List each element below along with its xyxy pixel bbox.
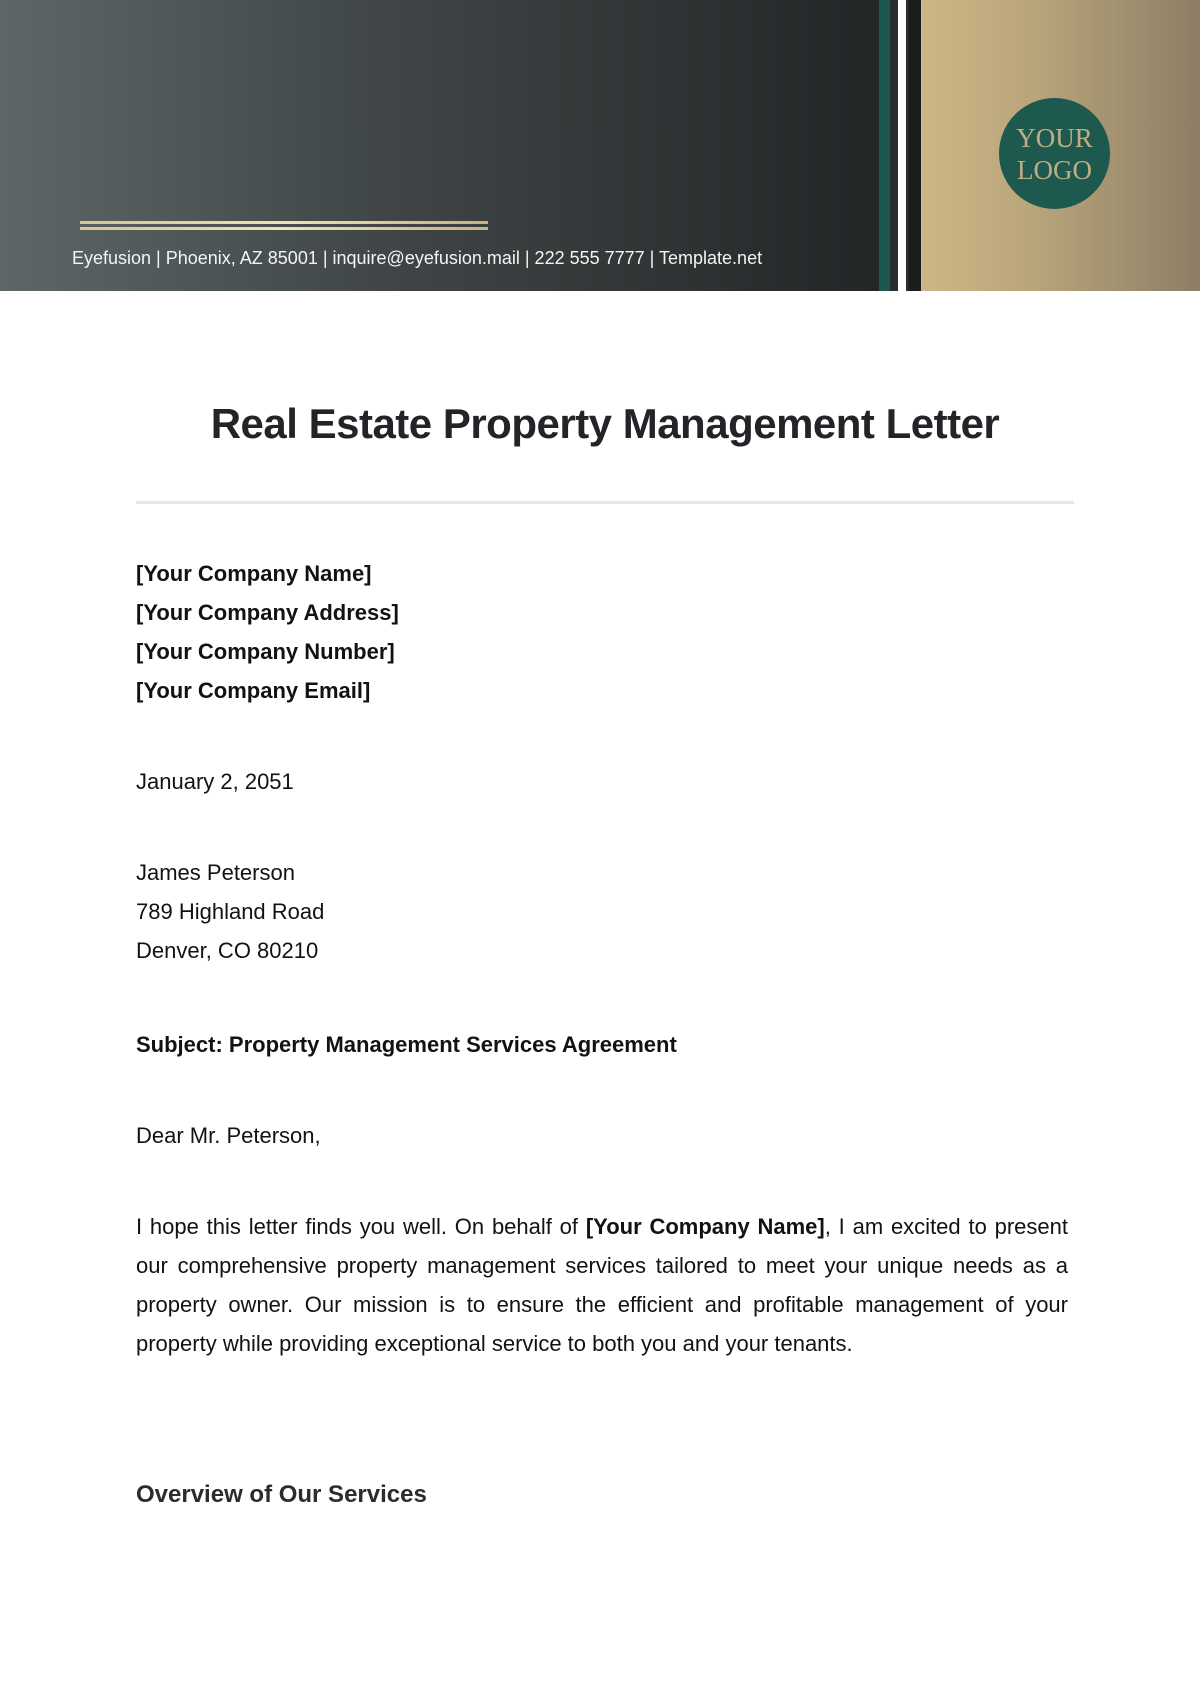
contact-line: Eyefusion | Phoenix, AZ 85001 | inquire@eyefusion.mail | 222 555 7777 | Template.net — [72, 248, 763, 268]
title-divider — [136, 501, 1074, 504]
recipient-name: James Peterson — [136, 860, 295, 885]
paragraph-text: , I am excited to present our comprehensive property management services tailored to meet your unique needs as a property owner. Our mission is to ensure the efficient and profitable management of your property while providing exceptional service to both you and your tenants. — [136, 1214, 1068, 1356]
sender-company-email: [Your Company Email] — [136, 678, 371, 703]
paragraph-text: I hope this letter finds you well. On behalf of — [136, 1214, 586, 1239]
sender-block — [136, 554, 1068, 710]
decorative-gold-rule — [80, 227, 488, 230]
recipient-city-line: Denver, CO 80210 — [136, 938, 319, 963]
banner-stripe — [890, 0, 898, 291]
banner-stripe — [898, 0, 906, 291]
section-heading: Overview of Our Services — [136, 1481, 427, 1508]
header-banner — [0, 0, 1200, 291]
company-logo — [999, 98, 1110, 209]
paragraph-company-name: [Your Company Name] — [585, 1214, 825, 1239]
recipient-block — [136, 853, 1068, 970]
letter-date: January 2, 2051 — [136, 769, 294, 794]
body-paragraph — [136, 1207, 1068, 1363]
letter-salutation: Dear Mr. Peterson, — [136, 1123, 321, 1148]
logo-text: YOUR LOGO — [1016, 122, 1093, 185]
sender-company-number: [Your Company Number] — [136, 639, 395, 664]
sender-company-address: [Your Company Address] — [136, 600, 399, 625]
document-title: Real Estate Property Management Letter — [210, 400, 1000, 447]
sender-company-name: [Your Company Name] — [136, 561, 372, 586]
banner-stripe — [909, 0, 921, 291]
banner-stripe — [879, 0, 890, 291]
recipient-street: 789 Highland Road — [136, 899, 325, 924]
letter-subject: Subject: Property Management Services Agreement — [136, 1032, 677, 1057]
decorative-gold-rule — [80, 221, 488, 224]
